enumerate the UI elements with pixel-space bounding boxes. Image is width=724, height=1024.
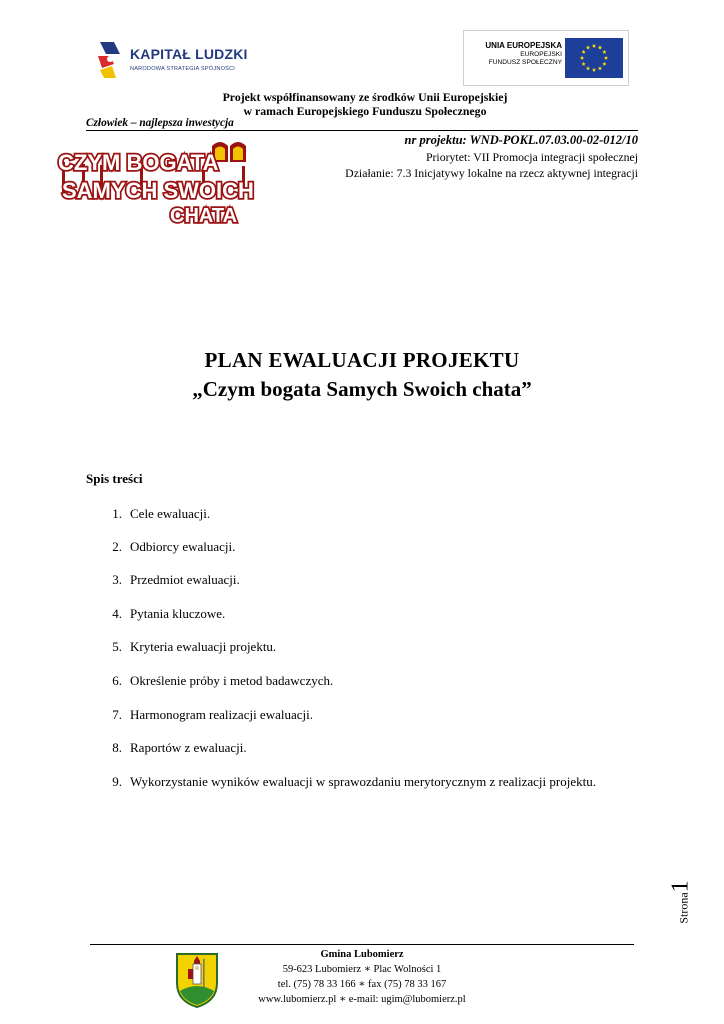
toc-item-number: 2. xyxy=(112,539,122,554)
toc-item-number: 4. xyxy=(112,606,122,621)
toc-item-text: Raportów z ewaluacji. xyxy=(130,740,247,755)
project-number: nr projektu: WND-POKL.07.03.00-02-012/10 xyxy=(404,133,638,147)
page-number xyxy=(666,872,696,932)
page-number-value: 1 xyxy=(667,880,694,893)
footer-address-line: 59-623 Lubomierz ∗ Plac Wolności 1 xyxy=(282,964,442,975)
priority: Priorytet: VII Promocja integracji społecznej xyxy=(425,150,638,164)
eu-line3: FUNDUSZ SPOŁECZNY xyxy=(488,59,562,66)
document-title: PLAN EWALUACJI PROJEKTU xyxy=(204,348,520,372)
toc-item-number: 5. xyxy=(112,639,122,654)
eu-logo xyxy=(463,30,629,86)
toc-item-text: Cele ewaluacji. xyxy=(130,506,211,521)
toc-item-number: 8. xyxy=(112,740,122,755)
page-label: Strona xyxy=(676,892,691,924)
chata-logo xyxy=(52,140,282,230)
toc-item-number: 6. xyxy=(112,673,122,688)
toc-item-text: Kryteria ewaluacji projektu. xyxy=(130,639,277,654)
kapital-ludzki-subtitle: NARODOWA STRATEGIA SPÓJNOŚCI xyxy=(130,66,236,72)
document-subtitle: „Czym bogata Samych Swoich chata” xyxy=(192,377,532,401)
eu-text xyxy=(485,41,562,67)
toc-item-number: 7. xyxy=(112,707,122,722)
funding-statement xyxy=(130,90,600,118)
toc-item-text: Przedmiot ewaluacji. xyxy=(130,572,240,587)
toc-item-text: Pytania kluczowe. xyxy=(130,606,226,621)
footer-web: www.lubomierz.pl ∗ e-mail: ugim@lubomierz.pl xyxy=(258,994,466,1005)
footer-name: Gmina Lubomierz xyxy=(320,949,404,960)
action: Działanie: 7.3 Inicjatywy lokalne na rzecz aktywnej integracji xyxy=(345,166,638,180)
footer-phone: tel. (75) 78 33 166 ∗ fax (75) 78 33 167 xyxy=(277,979,447,990)
footer-divider xyxy=(90,944,634,945)
toc-item-text: Harmonogram realizacji ewaluacji. xyxy=(130,707,313,722)
toc-item-number: 3. xyxy=(112,572,122,587)
chata-logo-line2: SAMYCH SWOICH xyxy=(62,178,254,203)
chata-logo-line1: CZYM BOGATA xyxy=(58,150,219,175)
toc-item-text: Wykorzystanie wyników ewaluacji w sprawozdaniu merytorycznym z realizacji projektu. xyxy=(130,774,596,789)
kapital-ludzki-logo xyxy=(96,40,276,84)
toc-item-number: 9. xyxy=(112,774,122,789)
funding-line-2: w ramach Europejskiego Funduszu Społecznego xyxy=(243,104,487,118)
kapital-ludzki-title: KAPITAŁ LUDZKI xyxy=(130,46,248,62)
chata-logo-line3: CHATA xyxy=(170,205,238,227)
header-divider xyxy=(86,130,638,131)
toc-item-number: 1. xyxy=(112,506,122,521)
footer-address xyxy=(200,947,524,1007)
toc-heading: Spis treści xyxy=(86,471,143,486)
toc-item-text: Odbiorcy ewaluacji. xyxy=(130,539,236,554)
toc-item-text: Określenie próby i metod badawczych. xyxy=(130,673,334,688)
motto: Człowiek – najlepsza inwestycja xyxy=(86,117,234,129)
eu-line2: EUROPEJSKI xyxy=(520,51,562,58)
funding-line-1: Projekt współfinansowany ze środków Unii Europejskiej xyxy=(222,90,508,104)
eu-flag-icon xyxy=(565,38,623,78)
eu-line1: UNIA EUROPEJSKA xyxy=(485,41,562,50)
kapital-ludzki-star-icon xyxy=(96,40,126,80)
